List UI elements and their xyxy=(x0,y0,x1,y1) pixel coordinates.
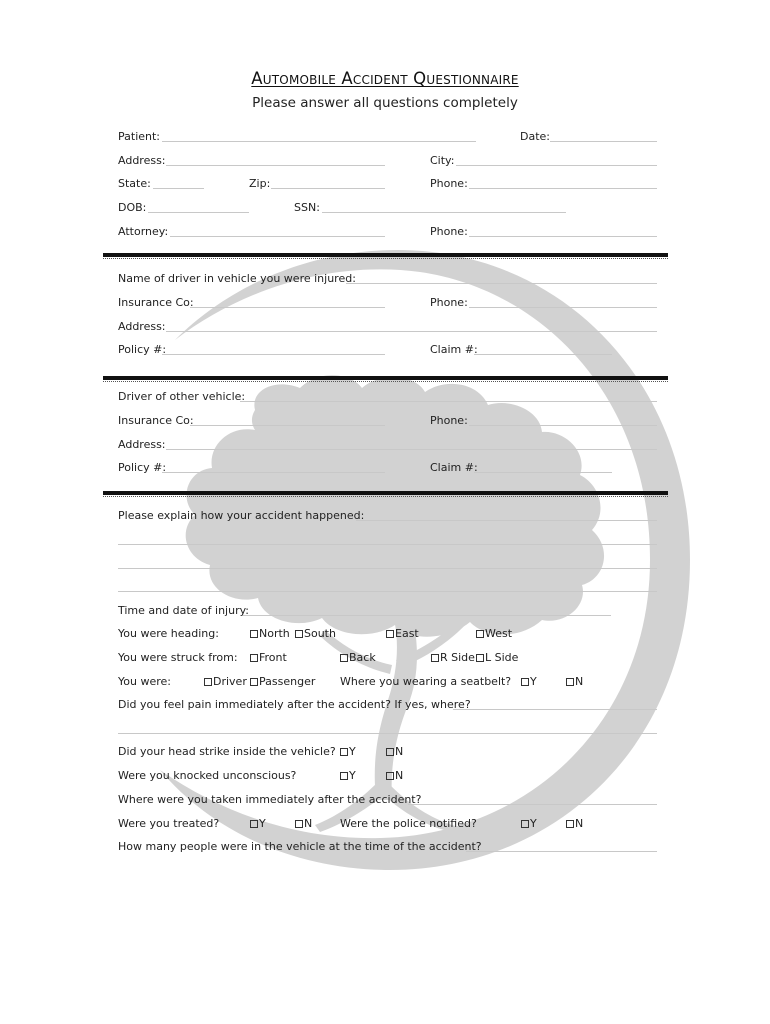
form-subtitle: Please answer all questions completely xyxy=(252,95,518,111)
ssn-field[interactable] xyxy=(322,212,566,213)
driver-insurance-field[interactable] xyxy=(190,307,385,308)
attorney-phone-field[interactable] xyxy=(469,236,657,237)
treated-yes-option[interactable]: Y xyxy=(250,817,266,831)
explain-field-line[interactable] xyxy=(118,544,657,545)
heading-west-option[interactable]: West xyxy=(476,627,512,641)
dob-label: DOB: xyxy=(118,201,147,214)
driver-claim-field[interactable] xyxy=(474,354,612,355)
explain-field-line[interactable] xyxy=(118,568,657,569)
police-no-option[interactable]: N xyxy=(566,817,583,831)
zip-field[interactable] xyxy=(271,188,385,189)
injury-time-label: Time and date of injury: xyxy=(118,604,250,617)
heading-south-option[interactable]: South xyxy=(295,627,336,641)
treated-no-option[interactable]: N xyxy=(295,817,312,831)
driver-name-field[interactable] xyxy=(346,283,657,284)
seatbelt-label: Where you wearing a seatbelt? xyxy=(340,675,512,688)
checkbox[interactable] xyxy=(431,654,439,662)
seatbelt-no-option[interactable]: N xyxy=(566,675,583,689)
city-field[interactable] xyxy=(456,165,657,166)
unconscious-yes-option[interactable]: Y xyxy=(340,769,356,783)
ssn-label: SSN: xyxy=(294,201,320,214)
other-phone-field[interactable] xyxy=(469,425,657,426)
form-title: Automobile Accident Questionnaire xyxy=(251,69,519,88)
checkbox[interactable] xyxy=(250,820,258,828)
other-policy-field[interactable] xyxy=(162,472,385,473)
checkbox[interactable] xyxy=(521,820,529,828)
struck-lside-option[interactable]: L Side xyxy=(476,651,518,665)
checkbox[interactable] xyxy=(386,748,394,756)
state-field[interactable] xyxy=(153,188,204,189)
checkbox[interactable] xyxy=(340,654,348,662)
driver-policy-label: Policy #: xyxy=(118,343,167,356)
checkbox[interactable] xyxy=(386,772,394,780)
zip-label: Zip: xyxy=(249,177,271,190)
other-address-field[interactable] xyxy=(166,449,657,450)
people-count-field[interactable] xyxy=(466,851,657,852)
head-strike-label: Did your head strike inside the vehicle? xyxy=(118,745,336,758)
taken-field[interactable] xyxy=(408,804,657,805)
pain-label: Did you feel pain immediately after the accident? If yes, where? xyxy=(118,698,471,711)
other-address-label: Address: xyxy=(118,438,166,451)
checkbox[interactable] xyxy=(295,630,303,638)
checkbox[interactable] xyxy=(204,678,212,686)
seatbelt-yes-option[interactable]: Y xyxy=(521,675,537,689)
patient-label: Patient: xyxy=(118,130,161,143)
driver-claim-label: Claim #: xyxy=(430,343,478,356)
address-label: Address: xyxy=(118,154,166,167)
struck-front-option[interactable]: Front xyxy=(250,651,287,665)
heading-north-option[interactable]: North xyxy=(250,627,290,641)
checkbox[interactable] xyxy=(340,772,348,780)
checkbox[interactable] xyxy=(476,654,484,662)
were-driver-option[interactable]: Driver xyxy=(204,675,247,689)
attorney-phone-label: Phone: xyxy=(430,225,468,238)
checkbox[interactable] xyxy=(476,630,484,638)
section-divider xyxy=(103,376,668,380)
treated-label: Were you treated? xyxy=(118,817,220,830)
taken-label: Where were you taken immediately after the accident? xyxy=(118,793,422,806)
driver-phone-label: Phone: xyxy=(430,296,468,309)
section-divider xyxy=(103,491,668,495)
address-field[interactable] xyxy=(166,165,385,166)
people-count-label: How many people were in the vehicle at the time of the accident? xyxy=(118,840,482,853)
heading-label: You were heading: xyxy=(118,627,219,640)
driver-address-field[interactable] xyxy=(166,331,657,332)
other-insurance-field[interactable] xyxy=(190,425,385,426)
head-yes-option[interactable]: Y xyxy=(340,745,356,759)
pain-field[interactable] xyxy=(453,709,657,710)
injury-time-field[interactable] xyxy=(243,615,611,616)
checkbox[interactable] xyxy=(386,630,394,638)
phone-label: Phone: xyxy=(430,177,468,190)
attorney-field[interactable] xyxy=(170,236,385,237)
other-phone-label: Phone: xyxy=(430,414,468,427)
checkbox[interactable] xyxy=(566,820,574,828)
date-field[interactable] xyxy=(550,141,657,142)
explain-field-line[interactable] xyxy=(118,591,657,592)
police-label: Were the police notified? xyxy=(340,817,477,830)
were-passenger-option[interactable]: Passenger xyxy=(250,675,315,689)
driver-address-label: Address: xyxy=(118,320,166,333)
struck-rside-option[interactable]: R Side xyxy=(431,651,475,665)
checkbox[interactable] xyxy=(521,678,529,686)
explain-field[interactable] xyxy=(356,520,657,521)
date-label: Date: xyxy=(520,130,550,143)
other-insurance-label: Insurance Co: xyxy=(118,414,194,427)
checkbox[interactable] xyxy=(250,678,258,686)
other-driver-field[interactable] xyxy=(240,401,657,402)
police-yes-option[interactable]: Y xyxy=(521,817,537,831)
pain-field-line[interactable] xyxy=(118,733,657,734)
unconscious-no-option[interactable]: N xyxy=(386,769,403,783)
checkbox[interactable] xyxy=(340,748,348,756)
struck-label: You were struck from: xyxy=(118,651,238,664)
checkbox[interactable] xyxy=(250,630,258,638)
attorney-label: Attorney: xyxy=(118,225,169,238)
checkbox[interactable] xyxy=(250,654,258,662)
you-were-label: You were: xyxy=(118,675,171,688)
patient-field[interactable] xyxy=(162,141,476,142)
state-label: State: xyxy=(118,177,151,190)
other-claim-label: Claim #: xyxy=(430,461,478,474)
phone-field[interactable] xyxy=(469,188,657,189)
section-divider xyxy=(103,253,668,257)
checkbox[interactable] xyxy=(566,678,574,686)
city-label: City: xyxy=(430,154,455,167)
driver-insurance-label: Insurance Co: xyxy=(118,296,194,309)
dob-field[interactable] xyxy=(148,212,249,213)
driver-name-label: Name of driver in vehicle you were injured: xyxy=(118,272,356,285)
driver-policy-field[interactable] xyxy=(162,354,385,355)
other-driver-label: Driver of other vehicle: xyxy=(118,390,246,403)
head-no-option[interactable]: N xyxy=(386,745,403,759)
struck-back-option[interactable]: Back xyxy=(340,651,376,665)
checkbox[interactable] xyxy=(295,820,303,828)
driver-phone-field[interactable] xyxy=(469,307,657,308)
explain-label: Please explain how your accident happened: xyxy=(118,509,365,522)
heading-east-option[interactable]: East xyxy=(386,627,419,641)
unconscious-label: Were you knocked unconscious? xyxy=(118,769,297,782)
other-policy-label: Policy #: xyxy=(118,461,167,474)
other-claim-field[interactable] xyxy=(474,472,612,473)
